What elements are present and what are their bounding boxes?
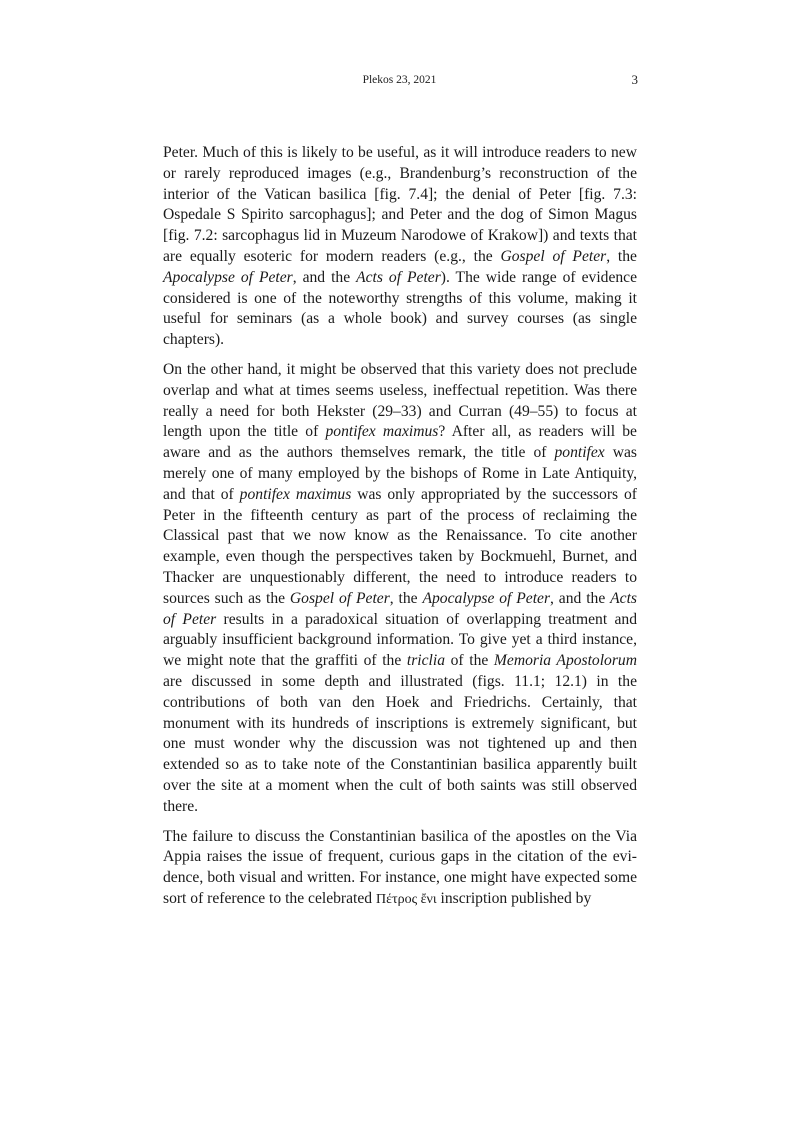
italic-title: Apocalypse of Peter: [422, 589, 551, 607]
italic-title: Gospel of Peter: [289, 589, 390, 607]
body-text: [163, 143, 637, 920]
greek-inscription-text: Πέτρος ἔνι: [376, 891, 437, 907]
page-number: 3: [631, 72, 638, 87]
paragraph-2: On the other hand, it might be observed that this variety does not preclude overlap and what at times seems useless, ineffectual repetition. Was there really a need for both Hekster (29–33) and Curran (49–55) to focus at length upon the title of pontifex maximus? After all, as readers will be aware and as the authors themselves remark, the title of pontifex was merely one of many employed by the bishops of Rome in Late Antiquity, and that of pontifex maximus was only appropriated by the successors of Peter in the fifteenth century as part of the process of reclaiming the Classical past that we now know as the Renaissance. To cite another example, even though the perspectives taken by Bockmuehl, Burnet, and Thacker are unquestionably different, the need to introduce readers to sources such as the Gospel of Peter, the Apocalypse of Peter, and the Acts of Peter results in a paradoxical situation of overlapping treatment and arguably insufficient background information. To give yet a third instance, we might note that the graffiti of the triclia of the Memoria Apostolorum are discussed in some depth and illustrated (figs. 11.1; 12.1) in the contributions of both van den Hoek and Friedrichs. Certainly, that monument with its hundreds of inscriptions is extremely significant, but one must wonder why the discussion was not tightened up and then extended so as to take note of the Constantinian basilica apparently built over the site at a moment when the cult of both saints was still observed there.: [163, 360, 638, 815]
italic-title: pontifex maximus: [325, 423, 439, 441]
italic-title: Apocalypse of Peter: [163, 268, 293, 286]
italic-title: pontifex: [554, 444, 605, 462]
paragraph-3: The failure to discuss the Constantinian basilica of the apostles on the Via Appia raises the issue of frequent, curious gaps in the citation of the evidence, both visual and written. For instance, one might have expected some sort of reference to the celebrated Πέτρος ἔνι inscription published by: [163, 827, 637, 907]
italic-title: Acts of Peter: [163, 589, 637, 628]
italic-title: Acts of Peter: [356, 268, 441, 286]
paragraph-1: Peter. Much of this is likely to be useful, as it will introduce readers to new or rarely reproduced images (e.g., Brandenburg’s reconstruction of the interior of the Vatican basilica [fig. 7.4]; the denial of Peter [fig. 7.3: Ospedale S Spirito sarcophagus]; and Peter and the dog of Simon Magus [fig. 7.2: sarcophagus lid in Muzeum Narodowe of Krakow]) and texts that are equally esoteric for modern readers (e.g., the Gospel of Peter, the Apocalypse of Peter, and the Acts of Peter). The wide range of evidence considered is one of the noteworthy strengths of this volume, making it useful for seminars (as a whole book) and survey courses (as single chapters).: [163, 144, 638, 349]
italic-title: Memoria Apostolorum: [493, 652, 637, 670]
italic-title: pontifex maximus: [239, 485, 352, 503]
italic-title: triclia: [406, 652, 445, 670]
running-head: Plekos 23, 2021: [362, 74, 437, 86]
italic-title: Gospel of Peter: [500, 247, 607, 265]
